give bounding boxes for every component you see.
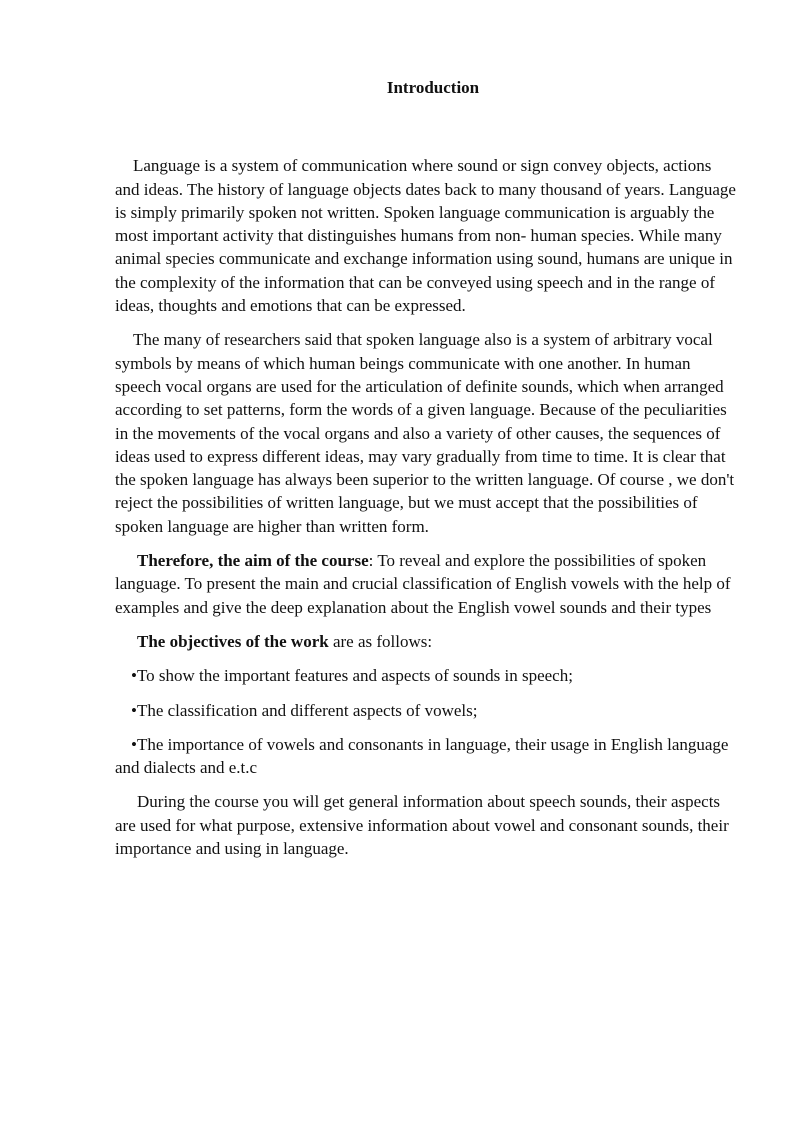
- list-item: •The importance of vowels and consonants in language, their usage in English language and dialects and e.t.c: [115, 734, 729, 778]
- objectives-intro-text: are as follows:: [328, 631, 433, 651]
- paragraph-course-overview: During the course you will get general information about speech sounds, their aspects are used for what purpose, extensive information about vowel and consonant sounds, their importance and using in language.: [115, 792, 729, 859]
- objectives-heading: The objectives of the work: [137, 631, 329, 651]
- course-aim-text: : To reveal and explore the possibilities of spoken language. To present the main and crucial classification of English vowels with the help of examples and give the deep explanation about the English vowel sounds and their types: [115, 551, 731, 617]
- paragraph-course-aim: [115, 549, 737, 619]
- paragraph-spoken-language: The many of researchers said that spoken language also is a system of arbitrary vocal symbols by means of which human beings communicate with one another. In human speech vocal organs are used for the articulation of definite sounds, which when arranged according to set patterns, form the words of a given language. Because of the peculiarities in the movements of the vocal organs and also a variety of other causes, the sequences of ideas used to express different ideas, may vary gradually from time to time. It is clear that the spoken language has always been superior to the written language. Of course , we don't reject the possibilities of written language, but we must accept that the possibilities of spoken language are higher than written form.: [115, 330, 735, 536]
- paragraph-language-definition: Language is a system of communication where sound or sign convey objects, actions and ideas. The history of language objects dates back to many thousand of years. Language is simply primarily spoken not written. Spoken language communication is arguably the most important activity that distinguishes humans from non- human species. While many animal species communicate and exchange information using sound, humans are unique in the complexity of the information that can be conveyed using speech and in the range of ideas, thoughts and emotions that can be expressed.: [115, 156, 736, 316]
- list-item: •To show the important features and aspects of sounds in speech;: [131, 666, 573, 686]
- list-item: •The classification and different aspects of vowels;: [131, 700, 478, 720]
- paragraph-objectives-intro: [115, 630, 737, 653]
- course-aim-heading: Therefore, the aim of the course: [137, 551, 369, 571]
- page-title: Introduction: [386, 78, 480, 97]
- document-page: [115, 76, 737, 871]
